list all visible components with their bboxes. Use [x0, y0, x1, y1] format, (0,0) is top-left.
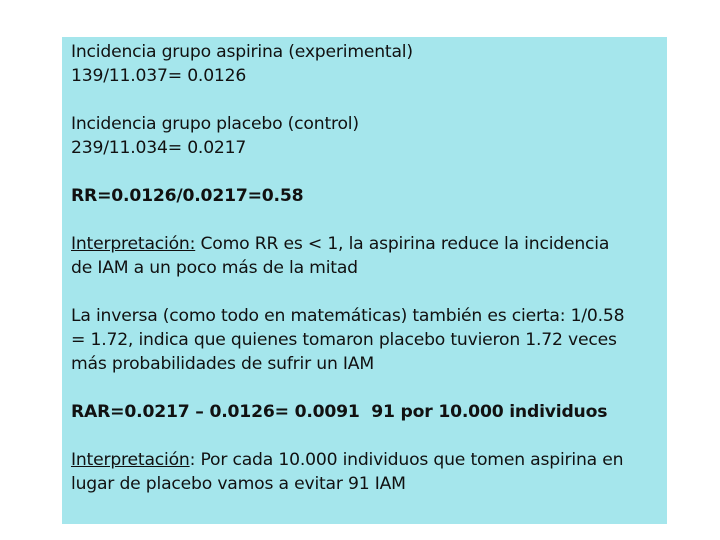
spacer	[71, 208, 667, 232]
inverse-line3: más probabilidades de sufrir un IAM	[71, 354, 374, 374]
spacer	[71, 424, 667, 448]
rar-interpretation-label: Interpretación	[71, 450, 190, 470]
rr-interpretation-text: Como RR es < 1, la aspirina reduce la incidencia	[195, 234, 610, 254]
rr-formula: RR=0.0126/0.0217=0.58	[71, 186, 304, 206]
placebo-group-title: Incidencia grupo placebo (control)	[71, 114, 359, 134]
spacer	[71, 280, 667, 304]
content-panel	[62, 37, 667, 524]
inverse-line2: = 1.72, indica que quienes tomaron placebo tuvieron 1.72 veces	[71, 330, 617, 350]
rr-interpretation-line1	[71, 232, 667, 256]
aspirin-group-title: Incidencia grupo aspirina (experimental)	[71, 42, 413, 62]
rar-interpretation-line2: lugar de placebo vamos a evitar 91 IAM	[71, 474, 406, 494]
rar-interpretation-text: : Por cada 10.000 individuos que tomen aspirina en	[189, 450, 624, 470]
spacer	[71, 376, 667, 400]
rar-interpretation-line1	[71, 448, 667, 472]
placebo-group-calc: 239/11.034= 0.0217	[71, 138, 247, 158]
spacer	[71, 88, 667, 112]
rr-interpretation-line2: de IAM a un poco más de la mitad	[71, 258, 358, 278]
rr-interpretation-label: Interpretación:	[71, 234, 196, 254]
spacer	[71, 160, 667, 184]
rar-formula: RAR=0.0217 – 0.0126= 0.0091 91 por 10.000 individuos	[71, 402, 608, 422]
inverse-line1: La inversa (como todo en matemáticas) también es cierta: 1/0.58	[71, 306, 625, 326]
aspirin-group-calc: 139/11.037= 0.0126	[71, 66, 247, 86]
